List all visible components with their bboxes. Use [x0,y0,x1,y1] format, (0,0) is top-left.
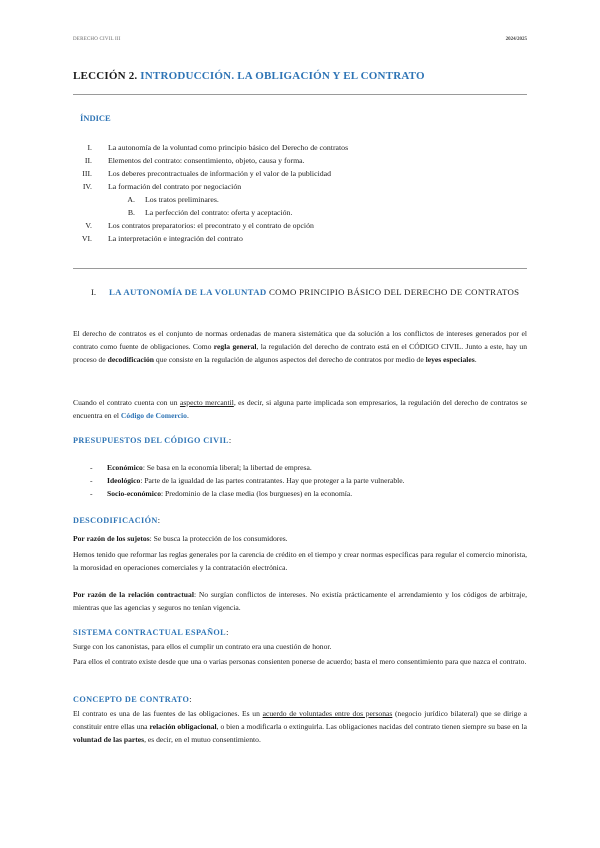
text-run: que consiste en la regulación de algunos aspectos del derecho de contratos por medio de [154,355,426,364]
list-item-label: Ideológico [107,476,141,485]
toc-item-text: Los contratos preparatorios: el precontrato y el contrato de opción [108,221,314,230]
toc-item-number: A. [127,195,135,204]
subheading-presupuestos [73,436,232,445]
text-underlined: aspecto mercantil [179,398,234,407]
subheading-concepto [73,695,192,704]
section-number: I. [91,287,97,297]
list-item-label: Económico [107,463,143,472]
subheading-colon: : [226,628,229,637]
text-bold: relación obligacional [149,722,217,731]
text-bold: decodificación [107,355,154,364]
paragraph-concepto-contrato [73,707,527,746]
index-title: ÍNDICE [80,113,111,123]
lesson-title-prefix: LECCIÓN 2. [73,70,141,82]
section-title-rest: COMO PRINCIPIO BÁSICO DEL DERECHO DE CONTRATOS [266,287,520,297]
subheading-descodificacion [73,516,160,525]
text-run: . [474,355,477,364]
paragraph-razon-sujetos [73,532,527,545]
toc-item-number: B. [127,208,135,217]
subheading-sistema [73,628,229,637]
text-run: , la regulación del derecho de contrato está en el CÓDIGO CIVIL. Junto a este, hay un proceso de [73,342,527,364]
text-bold: Por razón de la relación contractual [73,590,194,599]
text-run: : Se busca la protección de los consumidores. [149,534,288,543]
bullet-dash: - [90,463,93,472]
subheading-text: CONCEPTO DE CONTRATO [73,695,190,704]
section-title [109,286,527,298]
list-item [73,487,527,500]
header-course: DERECHO CIVIL III [73,37,121,42]
toc-item-number: V. [85,221,92,230]
subheading-colon: : [157,516,161,525]
text-run: . [186,411,189,420]
text-run: , es decir, si alguna parte implicada son empresarios, la regulación del derecho de contratos se encuentra en el [73,398,528,420]
text-underlined: acuerdo de voluntades entre dos personas [262,709,393,718]
lesson-title-main: INTRODUCCIÓN. LA OBLIGACIÓN Y EL CONTRATO [140,70,425,82]
paragraph-relacion-contractual [73,588,527,614]
text-bold: Por razón de los sujetos [73,534,150,543]
text-run: El contrato es una de las fuentes de las obligaciones. Es un [73,709,263,718]
paragraph-canonistas: Surge con los canonistas, para ellos el cumplir un contrato era una cuestión de honor. [73,642,332,651]
list-item [73,474,527,487]
toc-item-number: III. [82,169,92,178]
paragraph-aspecto-mercantil [73,396,527,422]
title-divider [73,94,527,95]
toc-item-text: La formación del contrato por negociación [108,182,242,191]
subheading-colon: : [189,695,192,704]
section-title-accent: LA AUTONOMÍA DE LA VOLUNTAD [109,287,267,297]
bullet-list-presupuestos [73,461,527,500]
text-bold: leyes especiales [425,355,475,364]
subheading-text: DESCODIFICACIÓN [73,516,158,525]
subheading-colon: : [228,436,232,445]
text-run: Cuando el contrato cuenta con un [73,398,180,407]
list-item-text: : Parte de la igualdad de las partes contratantes. Hay que proteger a la parte vulnerable. [140,476,405,485]
toc-item-number: IV. [82,182,92,191]
toc-item-text: La autonomía de la voluntad como principio básico del Derecho de contratos [108,143,349,152]
bullet-dash: - [90,489,93,498]
header-year: 2024/2025 [505,37,527,42]
text-run: , es decir, en el mutuo consentimiento. [144,735,261,744]
toc-item-number: I. [87,143,92,152]
list-item [73,461,527,474]
list-item-text: : Predominio de la clase media (los burgueses) en la economía. [161,489,353,498]
toc-item-text: Elementos del contrato: consentimiento, objeto, causa y forma. [108,156,305,165]
list-item-text: : Se basa en la economía liberal; la libertad de empresa. [142,463,312,472]
subheading-text: SISTEMA CONTRACTUAL ESPAÑOL [73,628,227,637]
lesson-title [73,70,425,82]
paragraph-reformas: Hemos tenido que reformar las reglas generales por la carencia de crédito en el tiempo y crear normas específicas para regular el comercio minorista, la morosidad en operaciones comerciales y la contratación electrónica. [73,550,527,572]
bullet-dash: - [90,476,93,485]
text-bold: voluntad de las partes [73,735,145,744]
toc-item-text: Los deberes precontractuales de información y el valor de la publicidad [108,169,331,178]
toc-item-text: La perfección del contrato: oferta y aceptación. [145,208,293,217]
list-item-label: Socio-económico [107,489,161,498]
toc-item-number: VI. [81,234,92,243]
text-run: (negocio jurídico bilateral) que se dirige a constituir entre ellas una [73,709,527,731]
index-divider [73,268,527,269]
toc-item-number: II. [84,156,92,165]
toc-item-text: La interpretación e integración del contrato [108,234,243,243]
text-run: : No surgían conflictos de intereses. No existía prácticamente el arrendamiento y los códigos de arbitraje, mientras que las agencias y seguros no tenían vigencia. [73,590,527,612]
text-bold: regla general [213,342,257,351]
toc-item-text: Los tratos preliminares. [145,195,219,204]
subheading-text: PRESUPUESTOS DEL CÓDIGO CIVIL [73,436,229,445]
text-run: El derecho de contratos es el conjunto de normas ordenadas de manera sistemática que da solución a los conflictos de intereses generados por el contrato como fuente de obligaciones. Como [73,329,527,351]
text-run: , o bien a modificarla o extinguirla. Las obligaciones nacidas del contrato tienen siempre su base en la [216,722,527,731]
paragraph-consentimiento: Para ellos el contrato existe desde que una o varias personas consienten ponerse de acuerdo; basta el mero consentimiento para que nazca el contrato. [73,657,527,666]
paragraph-derecho-contratos [73,327,527,366]
text-highlight: Código de Comercio [120,411,187,420]
